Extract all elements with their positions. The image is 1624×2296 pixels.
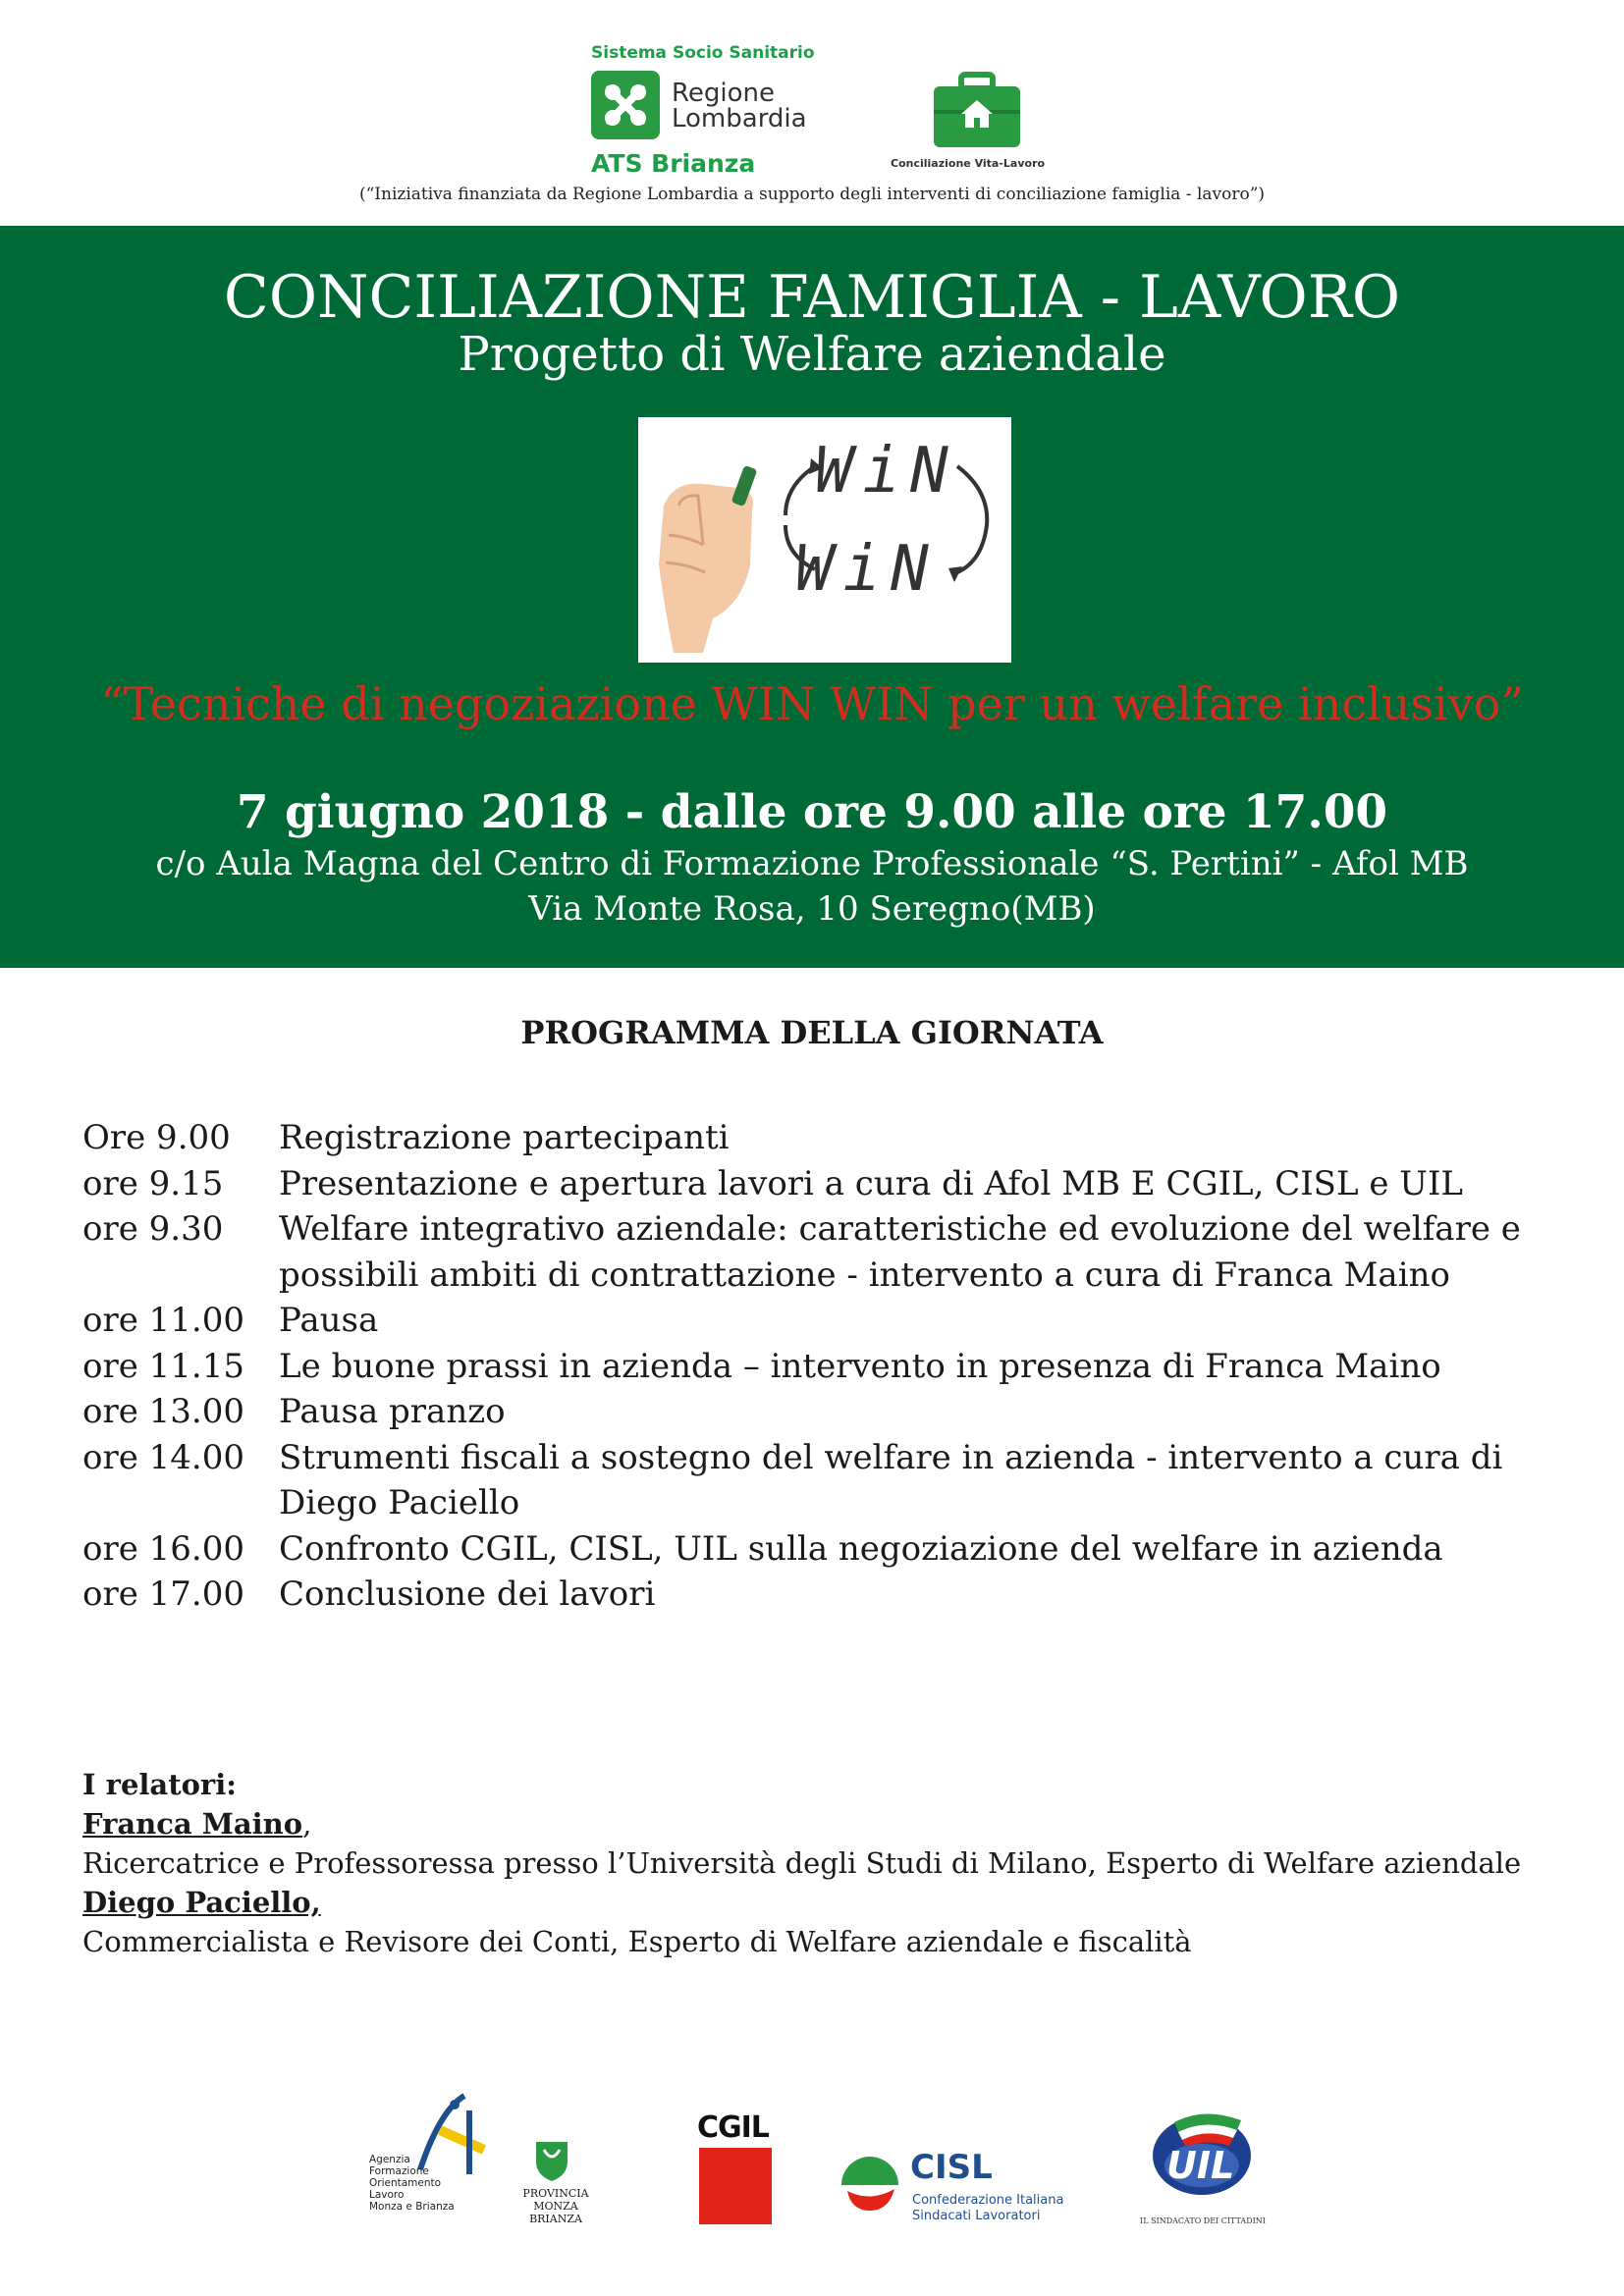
schedule-time: Ore 9.00: [82, 1118, 231, 1157]
event-date: 7 giugno 2018 - dalle ore 9.00 alle ore 17.00: [236, 785, 1388, 839]
speaker-name: Diego Paciello,: [82, 1886, 321, 1919]
provincia-label: PROVINCIA: [522, 2187, 589, 2200]
cgil-logo: [695, 2110, 776, 2226]
schedule-row: [82, 1389, 1555, 1435]
schedule-row: [82, 1572, 1555, 1618]
speaker-role: Commercialista e Revisore dei Conti, Esperto di Welfare aziendale e fiscalità: [82, 1925, 1192, 1958]
conciliazione-vita-lavoro-caption: Conciliazione Vita-Lavoro: [891, 157, 1046, 170]
win-word-top: WiN: [815, 435, 958, 507]
schedule-row: [82, 1526, 1555, 1573]
speaker-name-separator: ,: [302, 1807, 312, 1841]
cisl-emblem-icon: [839, 2152, 900, 2213]
schedule-time: ore 11.15: [82, 1346, 244, 1386]
schedule-time: ore 17.00: [82, 1575, 244, 1614]
hand-with-marker-icon: [644, 447, 791, 653]
uil-tagline: IL SINDACATO DEI CITTADINI: [1140, 2216, 1266, 2225]
win-word-bottom: WiN: [795, 533, 939, 606]
afol-caption-line: Lavoro: [369, 2189, 405, 2201]
ats-brianza-label: ATS Brianza: [591, 149, 756, 178]
win-win-hand-illustration: [638, 417, 1011, 663]
regione-label: Regione: [672, 79, 776, 108]
speaker-name: Franca Maino: [82, 1807, 303, 1841]
schedule-time: ore 9.15: [82, 1163, 224, 1203]
schedule-time: ore 9.30: [82, 1209, 224, 1249]
speakers-section: [82, 1765, 1521, 1961]
schedule-activity: Pausa: [279, 1301, 379, 1340]
schedule-activity: Presentazione e apertura lavori a cura di Afol MB E CGIL, CISL e UIL: [279, 1163, 1463, 1203]
conciliazione-vita-lavoro-logo: [889, 71, 1070, 179]
schedule-activity: Le buone prassi in azienda – intervento in presenza di Franca Maino: [279, 1346, 1441, 1386]
uil-logo: [1139, 2101, 1267, 2238]
provincia-monza-brianza-logo: [507, 2138, 605, 2226]
afol-caption-line: Formazione: [369, 2165, 429, 2177]
speaker-role: Ricercatrice e Professoressa presso l’Università degli Studi di Milano, Esperto di Welfare aziendale: [82, 1846, 1522, 1880]
cisl-logo: [839, 2148, 1075, 2232]
speakers-heading: I relatori:: [82, 1768, 237, 1801]
event-subtitle: Progetto di Welfare aziendale: [458, 327, 1166, 382]
afol-logo: [367, 2091, 495, 2228]
schedule-activity: Conclusione dei lavori: [279, 1575, 656, 1614]
schedule-row: [82, 1298, 1555, 1344]
cisl-subtitle-line2: Sindacati Lavoratori: [912, 2209, 1041, 2223]
afol-caption-line: Monza e Brianza: [369, 2201, 455, 2213]
cisl-label: CISL: [910, 2148, 993, 2187]
provincia-crest-icon: [532, 2138, 571, 2183]
uil-label: UIL: [1166, 2144, 1235, 2187]
cgil-label: CGIL: [697, 2110, 769, 2145]
schedule-row: [82, 1161, 1555, 1207]
schedule-activity: Registrazione partecipanti: [279, 1118, 730, 1157]
schedule-row: [82, 1115, 1555, 1161]
schedule-time: ore 13.00: [82, 1392, 244, 1431]
event-title: CONCILIAZIONE FAMIGLIA - LAVORO: [223, 263, 1401, 332]
lombardia-label: Lombardia: [672, 104, 807, 133]
schedule-row: [82, 1344, 1555, 1390]
programme-schedule: [82, 1115, 1555, 1618]
event-venue: c/o Aula Magna del Centro di Formazione Professionale “S. Pertini” - Afol MB: [155, 844, 1469, 883]
afol-caption-line: Agenzia: [369, 2154, 410, 2165]
briefcase-house-icon: [930, 71, 1024, 149]
schedule-activity: Strumenti fiscali a sostegno del welfare in azienda - intervento a cura di Diego Paciello: [279, 1437, 1503, 1522]
regione-lombardia-rose-icon: [591, 71, 660, 139]
cgil-red-flag: [699, 2148, 772, 2224]
schedule-time: ore 14.00: [82, 1437, 244, 1477]
event-tagline-quote: “Tecniche di negoziazione WIN WIN per un welfare inclusivo”: [100, 677, 1524, 730]
schedule-time: ore 16.00: [82, 1528, 244, 1569]
regione-lombardia-logo: [587, 43, 833, 181]
schedule-activity: Welfare integrativo aziendale: caratteristiche ed evoluzione del welfare e possibili ambiti di contrattazione - intervento a cura di Franca Maino: [279, 1209, 1521, 1295]
initiative-note: (“Iniziativa finanziata da Regione Lombardia a supporto degli interventi di conciliazione famiglia - lavoro”): [358, 185, 1266, 204]
schedule-row: [82, 1206, 1555, 1298]
sistema-socio-sanitario-label: Sistema Socio Sanitario: [591, 43, 815, 63]
programme-title: PROGRAMMA DELLA GIORNATA: [520, 1014, 1104, 1051]
monza-brianza-label: MONZA BRIANZA: [529, 2200, 582, 2225]
schedule-activity: Pausa pranzo: [279, 1392, 506, 1431]
schedule-time: ore 11.00: [82, 1301, 244, 1340]
speaker-name-line: [82, 1804, 1521, 1843]
schedule-row: [82, 1435, 1555, 1526]
event-address: Via Monte Rosa, 10 Seregno(MB): [528, 889, 1096, 929]
afol-caption-line: Orientamento: [369, 2177, 442, 2189]
cisl-subtitle-line1: Confederazione Italiana: [912, 2193, 1064, 2208]
schedule-activity: Confronto CGIL, CISL, UIL sulla negoziazione del welfare in azienda: [279, 1528, 1443, 1569]
